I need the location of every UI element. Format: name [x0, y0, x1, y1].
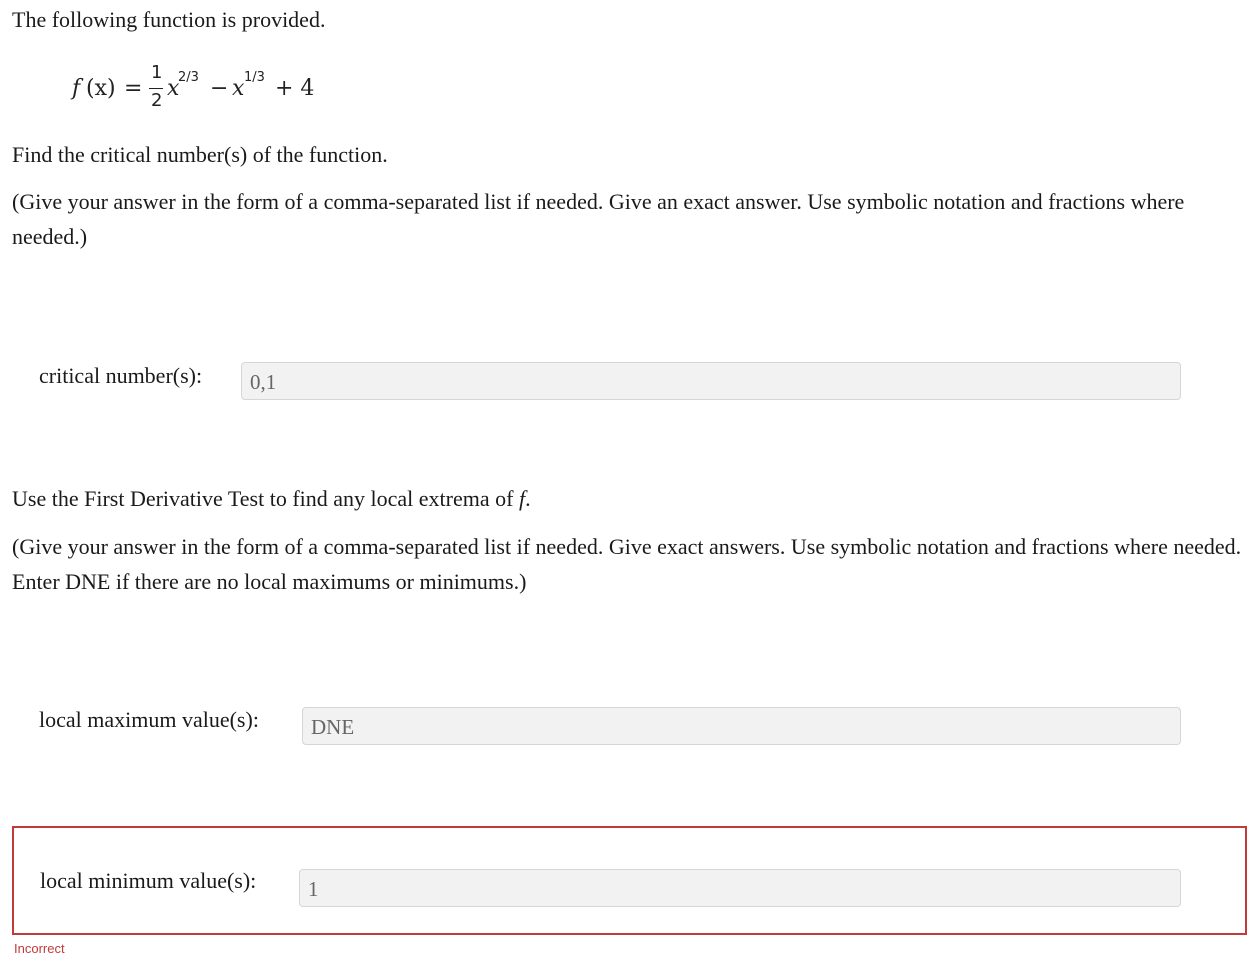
- part1-instructions: (Give your answer in the form of a comma-separated list if needed. Give an exact answer. Use symbolic notation and fractions where needed.): [12, 189, 1185, 249]
- incorrect-status-text: Incorrect: [14, 941, 65, 956]
- equation-constant: + 4: [275, 76, 315, 101]
- local-max-input[interactable]: DNE: [302, 707, 1181, 745]
- critical-numbers-input[interactable]: 0,1: [241, 362, 1181, 400]
- local-max-label: local maximum value(s):: [39, 707, 259, 732]
- equation-minus: −: [210, 76, 229, 101]
- part2-prompt-period: .: [525, 486, 531, 511]
- part2-prompt-fn: f: [518, 486, 526, 511]
- part2-prompt-text: Use the First Derivative Test to find any local extrema of: [12, 486, 514, 511]
- critical-numbers-label: critical number(s):: [39, 363, 203, 388]
- function-equation: [72, 62, 332, 122]
- local-min-input[interactable]: 1: [299, 869, 1181, 907]
- equation-term1-exponent: 2/3: [178, 70, 199, 85]
- equation-term2-base: x: [232, 76, 245, 101]
- fraction-bar: [149, 88, 163, 89]
- equation-equals: =: [124, 76, 143, 101]
- equation-fn-arg: (x): [86, 76, 116, 101]
- intro-text: The following function is provided.: [12, 7, 326, 32]
- equation-fn-name: f: [72, 76, 81, 101]
- equation-term2-exponent: 1/3: [244, 70, 265, 85]
- part2-prompt: [12, 481, 531, 516]
- fraction-denominator: 2: [151, 90, 163, 111]
- fraction-numerator: 1: [151, 62, 163, 83]
- part1-prompt: Find the critical number(s) of the function.: [12, 142, 388, 167]
- equation-term1-base: x: [167, 76, 180, 101]
- part2-instructions: (Give your answer in the form of a comma-separated list if needed. Give exact answers. Use symbolic notation and fractions where needed. Enter DNE if there are no local maximums or minimums.): [12, 534, 1242, 594]
- local-min-label: local minimum value(s):: [40, 868, 257, 893]
